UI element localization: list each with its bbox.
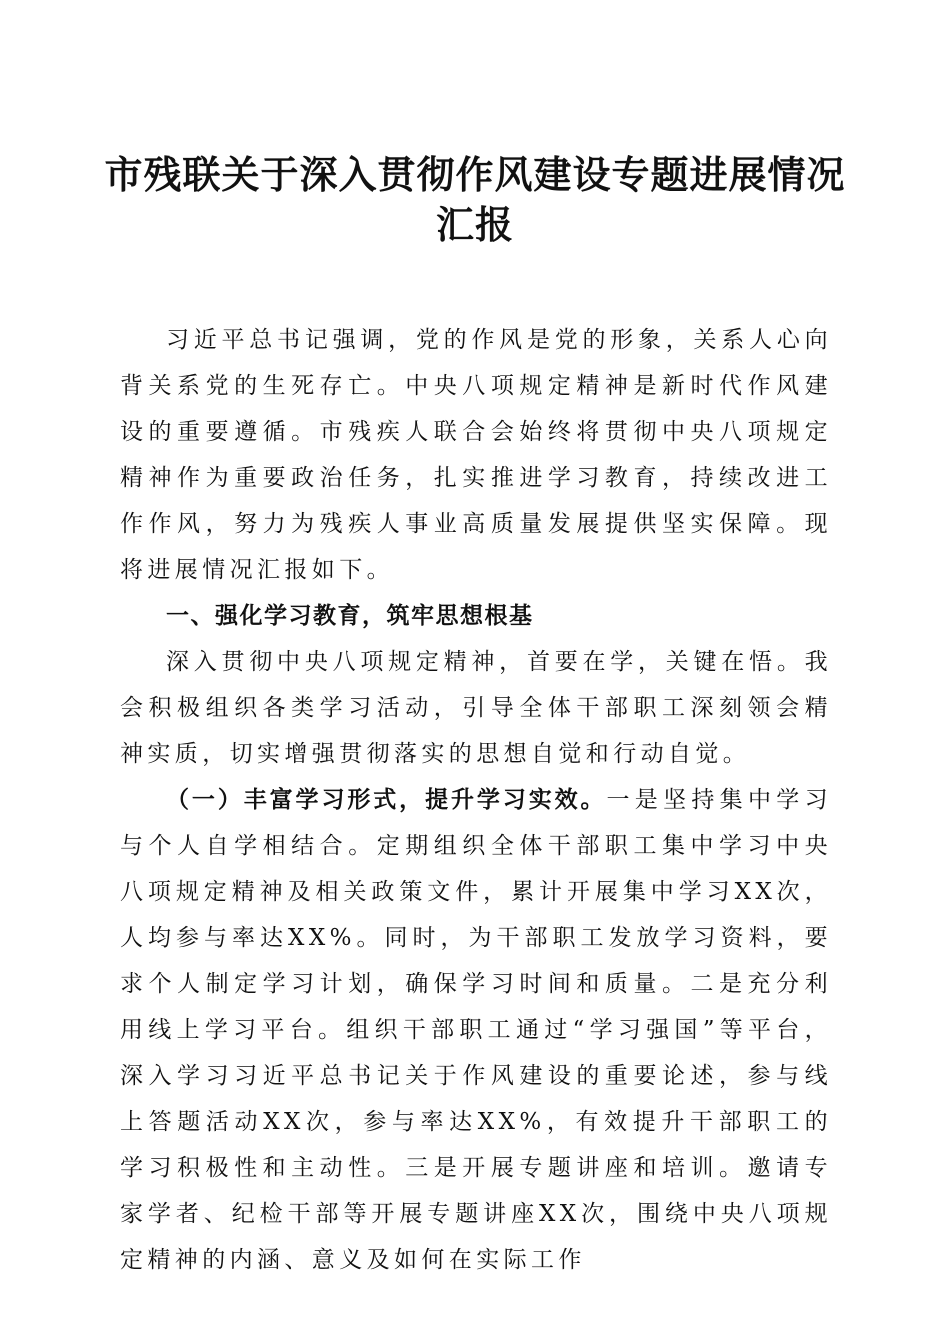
document-body [120,317,832,1283]
subsection-lead: （一）丰富学习形式，提升学习实效。 [166,786,607,813]
subsection-paragraph [120,777,832,1283]
document-title: 市残联关于深入贯彻作风建设专题进展情况汇报 [104,152,846,247]
section-heading: 一、强化学习教育，筑牢思想根基 [166,603,534,629]
section-paragraph: 深入贯彻中央八项规定精神，首要在学，关键在悟。我会积极组织各类学习活动，引导全体干部职工深刻领会精神实质，切实增强贯彻落实的思想自觉和行动自觉。 [120,649,832,767]
subsection-text: 一是坚持集中学习与个人自学相结合。定期组织全体干部职工集中学习中央八项规定精神及相关政策文件，累计开展集中学习XX次，人均参与率达XX%。同时，为干部职工发放学习资料，要求个人制定学习计划，确保学习时间和质量。二是充分利用线上学习平台。组织干部职工通过“学习强国”等平台，深入学习习近平总书记关于作风建设的重要论述，参与线上答题活动XX次，参与率达XX%，有效提升干部职工的学习积极性和主动性。三是开展专题讲座和培训。邀请专家学者、纪检干部等开展专题讲座XX次，围绕中央八项规定精神的内涵、意义及如何在实际工作 [120,787,833,1273]
intro-paragraph: 习近平总书记强调，党的作风是党的形象，关系人心向背关系党的生死存亡。中央八项规定精神是新时代作风建设的重要遵循。市残疾人联合会始终将贯彻中央八项规定精神作为重要政治任务，扎实推进学习教育，持续改进工作作风，努力为残疾人事业高质量发展提供坚实保障。现将进展情况汇报如下。 [120,327,832,583]
